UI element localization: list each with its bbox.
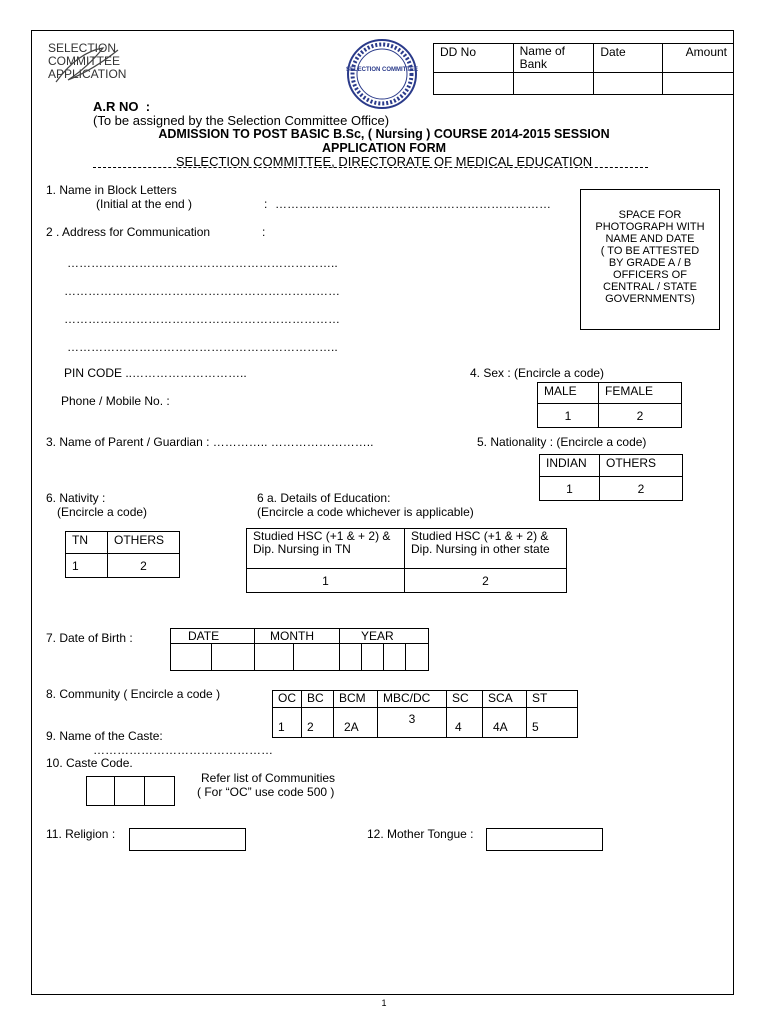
- address-line-2[interactable]: ……………………………………………………………: [64, 284, 340, 298]
- directorate-seal-icon: [346, 38, 418, 110]
- name-field[interactable]: ……………………………………………………………: [275, 197, 551, 211]
- caste-code-note-oc: ( For “OC” use code 500 ): [197, 785, 335, 799]
- education-label: 6 a. Details of Education:: [257, 491, 391, 505]
- bcm-code[interactable]: 2A: [334, 708, 378, 738]
- oc-code[interactable]: 1: [273, 708, 302, 738]
- nativity-table: [65, 531, 180, 578]
- dob-cell-y4[interactable]: [405, 643, 406, 671]
- form-title: ADMISSION TO POST BASIC B.Sc, ( Nursing ) COURSE 2014-2015 SESSION: [158, 127, 610, 141]
- form-subtitle: APPLICATION FORM: [321, 141, 447, 155]
- sex-table: [537, 382, 682, 428]
- ar-no-note: (To be assigned by the Selection Committee Office): [93, 113, 390, 128]
- tn-header: TN: [66, 532, 108, 554]
- nativity-others-header: OTHERS: [108, 532, 180, 554]
- community-table: [272, 690, 578, 738]
- signature-icon: [48, 42, 148, 88]
- caste-code-note: Refer list of Communities: [201, 771, 336, 785]
- address-line-1[interactable]: …………………………………………………………..: [67, 256, 338, 270]
- date-header: Date: [594, 44, 663, 73]
- bank-name-cell[interactable]: [513, 73, 594, 95]
- tn-code[interactable]: 1: [66, 554, 108, 578]
- dob-cell-m2[interactable]: [293, 643, 294, 671]
- bc-header: BC: [302, 691, 334, 708]
- bcm-header: BCM: [334, 691, 378, 708]
- nativity-sublabel: (Encircle a code): [57, 505, 148, 519]
- sca-code[interactable]: 4A: [483, 708, 527, 738]
- community-label: 8. Community ( Encircle a code ): [46, 687, 221, 701]
- sca-header: SCA: [483, 691, 527, 708]
- nativity-others-code[interactable]: 2: [108, 554, 180, 578]
- sex-label: 4. Sex : (Encircle a code): [470, 366, 605, 380]
- female-code[interactable]: 2: [599, 404, 682, 428]
- mbc-code[interactable]: 3: [378, 708, 447, 738]
- caste-label: 9. Name of the Caste:: [46, 729, 163, 743]
- bank-name-header: Name of Bank: [513, 44, 594, 73]
- dob-cell-y2[interactable]: [361, 643, 362, 671]
- phone-label: Phone / Mobile No. :: [61, 394, 170, 408]
- guardian-label: 3. Name of Parent / Guardian : ………….. ……………………..: [46, 435, 374, 449]
- indian-code[interactable]: 1: [540, 477, 600, 501]
- mother-tongue-label: 12. Mother Tongue :: [367, 827, 474, 841]
- name-colon: :: [264, 197, 268, 211]
- dd-table: [433, 43, 734, 95]
- dob-cell-y3[interactable]: [383, 643, 384, 671]
- oc-header: OC: [273, 691, 302, 708]
- hsc-other-state-code[interactable]: 2: [405, 569, 567, 593]
- nationality-label: 5. Nationality : (Encircle a code): [477, 435, 647, 449]
- hsc-other-state-header: Studied HSC (+1 & + 2) & Dip. Nursing in other state: [405, 529, 567, 569]
- photograph-box[interactable]: SPACE FOR PHOTOGRAPH WITH NAME AND DATE ( TO BE ATTESTED BY GRADE A / B OFFICERS OF CENTRAL / STATE GOVERNMENTS): [580, 189, 720, 330]
- name-label: 1. Name in Block Letters: [46, 183, 177, 197]
- education-table: [246, 528, 567, 593]
- nationality-table: [539, 454, 683, 501]
- bc-code[interactable]: 2: [302, 708, 334, 738]
- hsc-tn-code[interactable]: 1: [247, 569, 405, 593]
- address-line-4[interactable]: …………………………………………………………..: [67, 340, 338, 354]
- dd-no-header: DD No: [434, 44, 514, 73]
- address-line-3[interactable]: ……………………………………………………………: [64, 312, 340, 326]
- dob-year-header: YEAR: [361, 629, 394, 643]
- others-header: OTHERS: [600, 455, 683, 477]
- st-header: ST: [527, 691, 578, 708]
- ar-no-label: A.R NO :: [93, 99, 151, 114]
- nativity-label: 6. Nativity :: [46, 491, 106, 505]
- pin-code-field[interactable]: PIN CODE ..………………………..: [64, 366, 247, 380]
- directorate-name: SELECTION COMMITTEE, DIRECTORATE OF MEDICAL EDUCATION: [175, 154, 593, 169]
- date-cell[interactable]: [594, 73, 663, 95]
- page-number: 1: [381, 998, 387, 1008]
- education-sublabel: (Encircle a code whichever is applicable): [257, 505, 474, 519]
- dob-date-header: DATE: [188, 629, 220, 643]
- dob-month-header: MONTH: [270, 629, 314, 643]
- dob-label: 7. Date of Birth :: [46, 631, 133, 645]
- address-colon: :: [262, 225, 266, 239]
- caste-code-label: 10. Caste Code.: [46, 756, 133, 770]
- religion-field[interactable]: [129, 828, 246, 851]
- mother-tongue-field[interactable]: [486, 828, 603, 851]
- hsc-tn-header: Studied HSC (+1 & + 2) & Dip. Nursing in TN: [247, 529, 405, 569]
- dd-no-cell[interactable]: [434, 73, 514, 95]
- sc-header: SC: [447, 691, 483, 708]
- seal-text: SELECTION COMMITTEE: [346, 67, 418, 73]
- st-code[interactable]: 5: [527, 708, 578, 738]
- female-header: FEMALE: [599, 383, 682, 404]
- address-label: 2 . Address for Communication: [46, 225, 211, 239]
- male-code[interactable]: 1: [538, 404, 599, 428]
- dob-box: [170, 628, 429, 671]
- name-sublabel: (Initial at the end ): [96, 197, 193, 211]
- others-code[interactable]: 2: [600, 477, 683, 501]
- indian-header: INDIAN: [540, 455, 600, 477]
- mbc-header: MBC/DC: [378, 691, 447, 708]
- caste-field[interactable]: ………………………………………: [93, 743, 273, 757]
- amount-cell[interactable]: [663, 73, 734, 95]
- separator-line: [93, 167, 648, 168]
- selection-committee-logo: SELECTION COMMITTEE APPLICATION: [48, 42, 148, 88]
- dob-cell-d2[interactable]: [211, 643, 212, 671]
- caste-code-box[interactable]: [86, 776, 175, 806]
- religion-label: 11. Religion :: [46, 827, 116, 841]
- amount-header: Amount: [663, 44, 734, 73]
- male-header: MALE: [538, 383, 599, 404]
- sc-code[interactable]: 4: [447, 708, 483, 738]
